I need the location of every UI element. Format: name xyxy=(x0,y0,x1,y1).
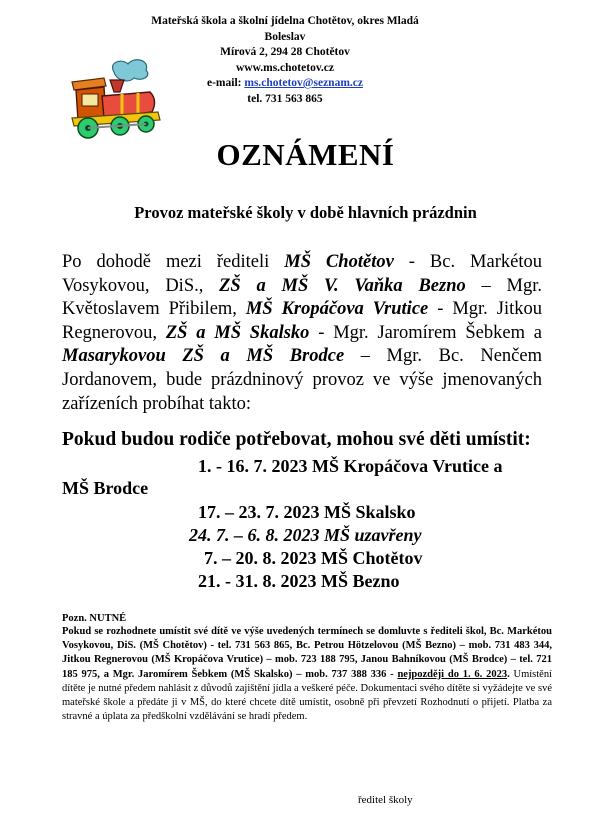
note-deadline: nejpozději do 1. 6. 2023 xyxy=(397,668,508,680)
body-text-1: Po dohodě mezi řediteli xyxy=(62,252,285,272)
note-paragraph xyxy=(62,625,552,724)
school-address: Mírová 2, 294 28 Chotětov xyxy=(220,46,350,58)
school-header xyxy=(150,14,420,107)
schedule-line-4: 24. 7. – 6. 8. 2023 MŠ uzavřeny xyxy=(189,525,422,545)
signature: ředitel školy xyxy=(358,794,413,806)
steam-locomotive-icon xyxy=(62,52,167,142)
school-website: www.ms.chotetov.cz xyxy=(235,61,335,74)
body-text-6: – Mgr. Bc. Nenčem Jordanovem, bude prázdninový provoz ve výše jmenovaných zařízeních probíhat takto: xyxy=(62,346,542,414)
body-text-4: - Mgr. Jitkou Regnerovou, xyxy=(62,299,542,343)
schedule-line-5: 7. – 20. 8. 2023 MŠ Chotětov xyxy=(204,548,423,568)
schedule-line-3: 17. – 23. 7. 2023 MŠ Skalsko xyxy=(198,502,416,522)
email-label: e-mail: xyxy=(207,77,245,89)
note-text-2: . xyxy=(507,668,514,680)
schedule-line-6: 21. - 31. 8. 2023 MŠ Bezno xyxy=(198,571,400,591)
school-vrutice: MŠ Kropáčova Vrutice xyxy=(245,299,429,320)
schedule-line-2: MŠ Brodce xyxy=(62,478,149,498)
school-bezno: ZŠ a MŠ V. Vaňka Bezno xyxy=(219,275,466,296)
schedule-lead: Pokud budou rodiče potřebovat, mohou své děti umístit: xyxy=(62,429,531,450)
schedule-line-1: 1. - 16. 7. 2023 MŠ Kropáčova Vrutice a xyxy=(198,456,503,476)
body-text-2: - Bc. Markétou Vosykovou, DiS., xyxy=(62,252,542,296)
body-text-3: – Mgr. Květoslavem Přibilem, xyxy=(62,275,542,320)
body-text-5: - Mgr. Jaromírem Šebkem a xyxy=(309,322,542,343)
agreement-paragraph xyxy=(62,251,542,416)
school-phone: tel. 731 563 865 xyxy=(247,92,323,105)
school-email-line xyxy=(150,76,420,92)
school-chotetov: MŠ Chotětov xyxy=(284,252,394,272)
school-brodce: Masarykovou ZŠ a MŠ Brodce xyxy=(62,346,345,367)
school-name: Mateřská škola a školní jídelna Chotětov, okres Mladá Boleslav xyxy=(151,15,419,43)
school-skalsko: ZŠ a MŠ Skalsko xyxy=(165,322,310,343)
notice-subtitle: Provoz mateřské školy v době hlavních prázdnin xyxy=(134,203,477,222)
notice-title: OZNÁMENÍ xyxy=(216,137,395,172)
note-text-1: Pokud se rozhodnete umístit své dítě ve výše uvedených termínech se domluvte s řediteli škol, Bc. Markétou Vosykovou, DiS. (MŠ Chotětov) - tel. 731 563 865, Bc. Petrou Hötzelovou (MŠ Bezno) – mob. 731 483 344, Jitkou Regnerovou (MŠ Kropáčova Vrutice) – mob. 723 188 795, Janou Bahníkovou (MŠ Brodce) – tel. 721 185 975, a Mgr. Jaromírem Šebkem (MŠ Skalsko) – mob. 737 388 336 - xyxy=(62,626,552,680)
note-heading: Pozn. NUTNÉ xyxy=(62,613,127,624)
email-link[interactable]: ms.chotetov@seznam.cz xyxy=(244,77,363,89)
note-text-3: Umístění dítěte je nutné předem nahlásit z důvodů zajištění jídla a veškeré péče. Dokumentaci svého dítěte si vyžádejte ve své mateřské škole a předáte ji v MŠ, do které chcete dítě umístit, osobně při převzetí Rozhodnutí o přijetí. Platba za stravné a úplata za předškolní vzdělávání se hradí předem. xyxy=(62,668,553,723)
